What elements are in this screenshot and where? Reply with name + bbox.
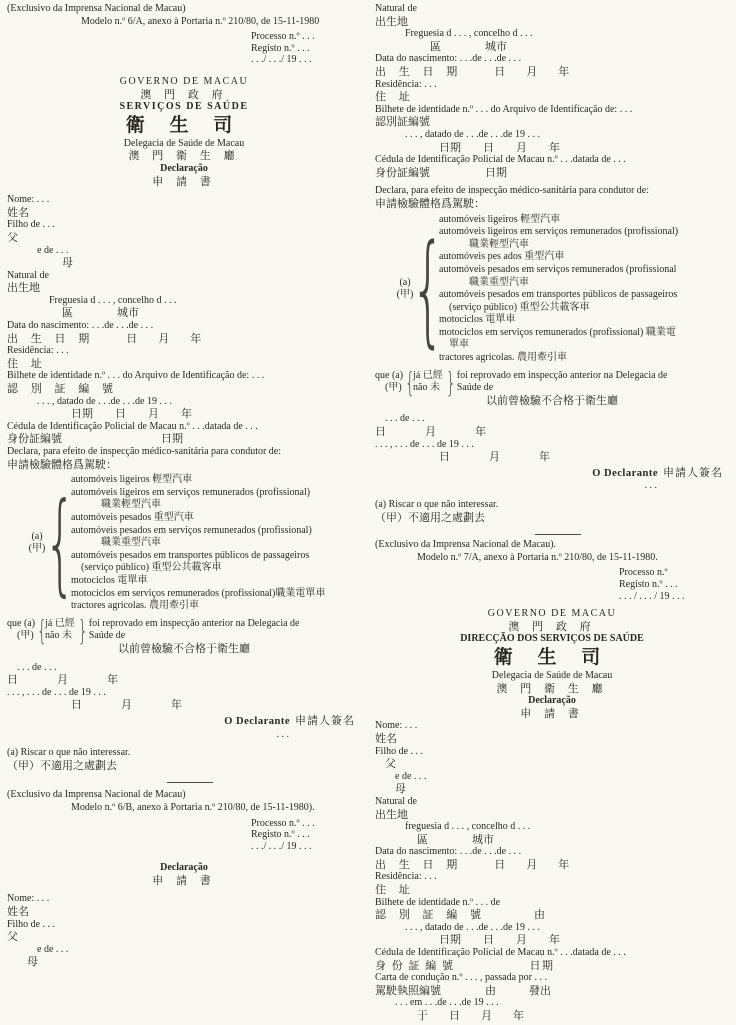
vehicle-category-item: 職業輕型汽車 [469, 238, 529, 250]
vehicle-category-item: motociclos em serviços remunerados (profissional) 職業電 [439, 326, 676, 338]
clause-prefix-line: que (a) [7, 617, 36, 629]
form-line-cjk: 澳 門 政 府 [140, 88, 228, 101]
form-line: Declara, para efeito de inspecção médico-sanitária para condutor de: [375, 185, 650, 197]
form-line-cjk: 澳 門 衛 生 廳 [128, 150, 240, 163]
form-line: Declaração [528, 695, 576, 707]
form-line: Declaração [160, 162, 208, 174]
processo-registo-block [619, 567, 729, 602]
form-line: . . . , datado de . . .de . . .de 19 . . . [405, 921, 540, 933]
form-line: Data do nascimento: . . .de . . .de . . . [375, 53, 522, 65]
form-line: Cédula de Identificação Policial de Macau n.º . . .datada de . . . [375, 154, 626, 166]
form-line: . . . de . . . [17, 661, 57, 673]
form-line: Data do nascimento: . . .de . . .de . . . [7, 320, 154, 332]
vehicle-category-item: 職業重型汽車 [469, 276, 529, 288]
form-line: Residência: . . . [375, 871, 437, 883]
form-line-cjk: 區 城市 [62, 307, 139, 320]
form-line: Cédula de Identificação Policial de Macau n.º . . .datada de . . . [7, 420, 258, 432]
clause-prefix-line: que (a) [375, 369, 404, 381]
vehicle-category-item: automóveis ligeiros em serviços remunerados (profissional) [439, 226, 679, 238]
processo-line: . . ./ . . ./ 19 . . . [251, 54, 312, 66]
note-marker-a: (a) [399, 277, 411, 289]
prior-inspection-clause [375, 365, 729, 399]
grouping-brace-icon: { [410, 218, 446, 360]
form-line-cjk: 身份証編號 日期 [375, 166, 507, 179]
form-line-cjk: 住 址 [375, 884, 415, 897]
form-line-cjk: 區 城市 [417, 833, 494, 846]
form-line: Cédula de Identificação Policial de Macau n.º . . .datada de . . . [375, 947, 626, 959]
form-line-cjk: 澳 門 衛 生 廳 [496, 682, 608, 695]
form-line: freguesia d . . . , concelho d . . . [405, 821, 531, 833]
form-line-cjk: 住 址 [7, 357, 47, 370]
grouping-brace-icon: } [77, 613, 88, 647]
processo-line: . . . / . . . / 19 . . . [619, 590, 685, 602]
form-line-cjk: 出生地 [375, 808, 408, 821]
form-line-cjk: 出 生 日 期 日 月 年 [375, 858, 575, 871]
form-line: Residência: . . . [7, 345, 69, 357]
prior-inspection-clause [7, 613, 361, 647]
vehicle-category-item: automóveis pesados em serviços remunerados (profissional) [71, 524, 312, 536]
vehicle-category-item: motociclos 電單車 [439, 314, 516, 326]
grouping-brace-icon: { [44, 478, 76, 608]
processo-registo-block [251, 31, 361, 66]
form-line: e de . . . [395, 770, 427, 782]
form-line-cjk: 身份証編號 日期 [7, 433, 183, 446]
form-line-cjk: 出生地 [7, 282, 40, 295]
form-line-cjk: 日 月 年 [439, 451, 564, 464]
form-line-cjk: 申請檢驗體格爲駕駛： [7, 458, 117, 471]
form-line-cjk: 于 日 月 年 [417, 1010, 529, 1022]
form-line: Declaração [160, 862, 208, 874]
section-divider [167, 782, 213, 783]
vehicle-category-item: automóveis pes ados 重型汽車 [439, 251, 565, 263]
processo-registo-block [251, 818, 361, 853]
clause-text [453, 370, 729, 395]
form-line-cjk: 出生地 [375, 15, 408, 28]
form-line-cjk: 姓名 [375, 732, 397, 745]
form-line-cjk: 身 份 証 編 號 日期 [375, 959, 555, 972]
clause-options [412, 370, 444, 395]
form-line-cjk: 澳 門 政 府 [508, 620, 596, 633]
form-line: Natural de [375, 3, 417, 14]
clause-options [44, 618, 76, 643]
form-line-cjk: 衛 生 司 [493, 646, 611, 668]
form-line: e de . . . [37, 244, 69, 256]
form-line-cjk: 區 城市 [430, 40, 507, 53]
form-line-cjk: 姓名 [7, 206, 29, 219]
form-line: . . . , datado de . . .de . . .de 19 . . . [37, 395, 172, 407]
form-line: . . . , . . . de . . . de 19 . . . [7, 686, 106, 698]
vehicle-category-item: automóveis pesados em transportes públicos de passageiros [439, 289, 678, 301]
grouping-brace-icon: { [405, 365, 415, 399]
form-line: . . . [276, 728, 289, 740]
section-divider [535, 534, 581, 535]
form-line: . . . em . . .de . . .de 19 . . . [395, 997, 499, 1009]
processo-line: . . ./ . . ./ 19 . . . [251, 840, 312, 852]
form-line-cjk: 日 月 年 [71, 699, 196, 712]
form-line: Residência: . . . [375, 78, 437, 90]
form-line-cjk: 駕駛執照編號 由 發出 [375, 984, 551, 997]
form-line-cjk: 申 請 書 [152, 175, 216, 188]
vehicle-category-item: motociclos em serviços remunerados (profissional)職業電單車 [71, 587, 326, 599]
form-line: (Exclusivo da Imprensa Nacional de Macau). [375, 539, 557, 551]
form-line: (Exclusivo da Imprensa Nacional de Macau) [7, 789, 186, 801]
form-line-cjk: 出 生 日 期 日 月 年 [7, 332, 207, 345]
form-line: . . . , datado de . . .de . . .de 19 . . . [405, 128, 540, 140]
clause-option-ja: já 已經 [45, 617, 75, 629]
vehicle-category-list [7, 474, 361, 613]
form-line-cjk: 住 址 [375, 91, 415, 104]
form-line: Delegacia de Saúde de Macau [123, 137, 245, 149]
form-line: (a) Riscar o que não interessar. [7, 747, 131, 759]
form-line: Bilhete de identidade n.º . . . do Arquivo de Identificação de: . . . [375, 103, 633, 115]
form-line: Natural de [375, 795, 417, 807]
form-line-cjk: 母 [62, 257, 73, 270]
form-line: Freguesia d . . . , concelho d . . . [405, 28, 533, 40]
form-line-cjk: 出 生 日 期 日 月 年 [375, 65, 575, 78]
processo-line: Processo n.º . . . [251, 31, 315, 43]
vehicle-category-item: 職業輕型汽車 [101, 499, 161, 511]
form-line: Freguesia d . . . , concelho d . . . [49, 294, 177, 306]
declarant-signature-caption [375, 467, 729, 481]
form-line-cjk: 衛 生 司 [125, 114, 243, 136]
form-line: Delegacia de Saúde de Macau [491, 669, 613, 681]
form-line: Natural de [7, 269, 49, 281]
clause-text-line: Saúde de [88, 630, 126, 642]
note-marker-a: (a) [31, 531, 43, 543]
form-line: Filho de . . . [7, 219, 56, 231]
form-line: GOVERNO DE MACAU [487, 608, 617, 620]
clause-option-nao: não 未 [45, 630, 72, 642]
grouping-brace-icon: } [445, 365, 456, 399]
declarant-label-cjk: 申請人簽名 [295, 714, 355, 727]
form-line: e de . . . [37, 943, 69, 955]
processo-line: Registo n.º . . . [251, 829, 310, 841]
form-line: Modelo n.º 6/A, anexo à Portaria n.º 210/80, de 15-11-1980 [81, 15, 320, 27]
vehicle-category-item: motociclos 電單車 [71, 574, 148, 586]
clause-prefix [7, 618, 35, 643]
form-line: Modelo n.º 6/B, anexo à Portaria n.º 210/80, de 15-11-1980). [71, 801, 315, 813]
form-line-cjk: 申請檢驗體格爲駕駛： [375, 197, 485, 210]
vehicle-category-item: automóveis ligeiros 輕型汽車 [439, 213, 561, 225]
form-line-cjk: 以前曾檢驗不合格于衛生廳 [118, 642, 250, 655]
form-line: Filho de . . . [7, 918, 56, 930]
form-line: (Exclusivo da Imprensa Nacional de Macau) [7, 3, 186, 14]
vehicle-category-items [67, 474, 361, 613]
form-line: SERVIÇOS DE SAÚDE [119, 101, 249, 113]
vehicle-category-item: (serviço público) 重型公共載客車 [449, 301, 590, 313]
clause-text [85, 618, 361, 643]
form-line-cjk: 日 月 年 [7, 674, 132, 687]
declarant-signature-caption [7, 715, 361, 729]
note-marker-jia: (甲) [28, 543, 46, 555]
form-line-cjk: 認別証編號 [375, 116, 430, 129]
form-line-cjk: （甲）不適用之處劃去 [7, 759, 117, 772]
vehicle-category-item: 單車 [449, 339, 469, 351]
form-line: Nome: . . . [375, 720, 418, 732]
clause-text-line: foi reprovado em inspecção anterior na Delegacia de [456, 369, 668, 381]
vehicle-category-items [435, 214, 729, 365]
form-line-cjk: 父 [385, 758, 396, 771]
processo-line: Processo n.º [619, 567, 668, 579]
form-line-cjk: 父 [7, 931, 18, 944]
processo-line: Registo n.º . . . [619, 579, 678, 590]
form-line-cjk: （甲）不適用之處劃去 [375, 511, 485, 524]
form-line-cjk: 日期 日 月 年 [71, 408, 192, 421]
form-line: (a) Riscar o que não interessar. [375, 499, 499, 511]
form-line-cjk: 以前曾檢驗不合格于衛生廳 [486, 394, 618, 407]
form-line-cjk: 認 別 証 編 號 [7, 383, 118, 396]
form-line: Bilhete de identidade n.º . . . do Arquivo de Identificação de: . . . [7, 370, 265, 382]
form-line: GOVERNO DE MACAU [119, 75, 249, 87]
processo-line: Processo n.º . . . [251, 817, 315, 829]
clause-option-ja: já 已經 [413, 369, 443, 381]
grouping-brace-icon: { [37, 613, 47, 647]
vehicle-category-item: automóveis pesados em transportes públicos de passageiros [71, 549, 310, 561]
clause-prefix [375, 370, 403, 395]
form-line-cjk: 姓名 [7, 906, 29, 919]
form-line: . . . , . . . de . . . de 19 . . . [375, 438, 474, 450]
vehicle-category-item: (serviço público) 重型公共載客車 [81, 562, 222, 574]
vehicle-category-item: automóveis pesados 重型汽車 [71, 512, 194, 523]
form-line-cjk: 日期 日 月 年 [439, 934, 560, 947]
form-line: . . . [644, 480, 657, 492]
form-line-cjk: 日期 日 月 年 [439, 141, 560, 154]
declarant-label-cjk: 申請人簽名 [663, 466, 723, 479]
document-column-right [368, 0, 736, 1025]
form-line: Filho de . . . [375, 745, 424, 757]
form-line: Declara, para efeito de inspecção médico-sanitária para condutor de: [7, 446, 282, 457]
clause-prefix-line: (甲) [17, 630, 34, 642]
clause-text-line: Saúde de [456, 382, 494, 394]
form-line: Bilhete de identidade n.º . . . de [375, 896, 501, 908]
form-line-cjk: 認 別 証 編 號 由 [375, 909, 550, 922]
form-line: Data do nascimento: . . .de . . .de . . . [375, 846, 522, 858]
vehicle-category-item: automóveis pesados em serviços remunerados (profissional [439, 263, 677, 275]
vehicle-category-list [375, 214, 729, 365]
form-line-cjk: 申 請 書 [152, 874, 216, 887]
declarant-label: O Declarante [224, 715, 290, 727]
vehicle-category-item: tractores agrícolas. 農用牽引車 [71, 600, 200, 612]
form-line-cjk: 日 月 年 [375, 426, 500, 439]
form-line: . . . de . . . [385, 413, 425, 425]
form-line-cjk: 母 [27, 956, 38, 969]
form-line-cjk: 母 [395, 783, 406, 796]
vehicle-category-item: automóveis ligeiros 輕型汽車 [71, 474, 193, 486]
processo-line: Registo n.º . . . [251, 42, 310, 54]
vehicle-category-item: automóveis ligeiros em serviços remunerados (profissional) [71, 486, 311, 498]
form-line: Carta de condução n.º . . . , passada por . . . [375, 972, 547, 984]
form-line: Nome: . . . [7, 893, 50, 905]
form-line-cjk: 父 [7, 231, 18, 244]
clause-prefix-line: (甲) [385, 382, 402, 394]
clause-text-line: foi reprovado em inspecção anterior na Delegacia de [88, 617, 300, 629]
form-line: Nome: . . . [7, 194, 50, 206]
vehicle-category-item: 職業重型汽車 [101, 537, 161, 549]
form-line: Modelo n.º 7/A, anexo à Portaria n.º 210/80, de 15-11-1980. [417, 551, 658, 563]
declarant-label: O Declarante [592, 467, 658, 479]
note-marker-jia: (甲) [396, 289, 414, 301]
form-line: DIRECÇÃO DOS SERVIÇOS DE SAÚDE [460, 633, 644, 645]
form-line-cjk: 申 請 書 [520, 707, 584, 720]
vehicle-category-item: tractores agrícolas. 農用牽引車 [439, 352, 568, 364]
clause-option-nao: não 未 [413, 382, 440, 394]
